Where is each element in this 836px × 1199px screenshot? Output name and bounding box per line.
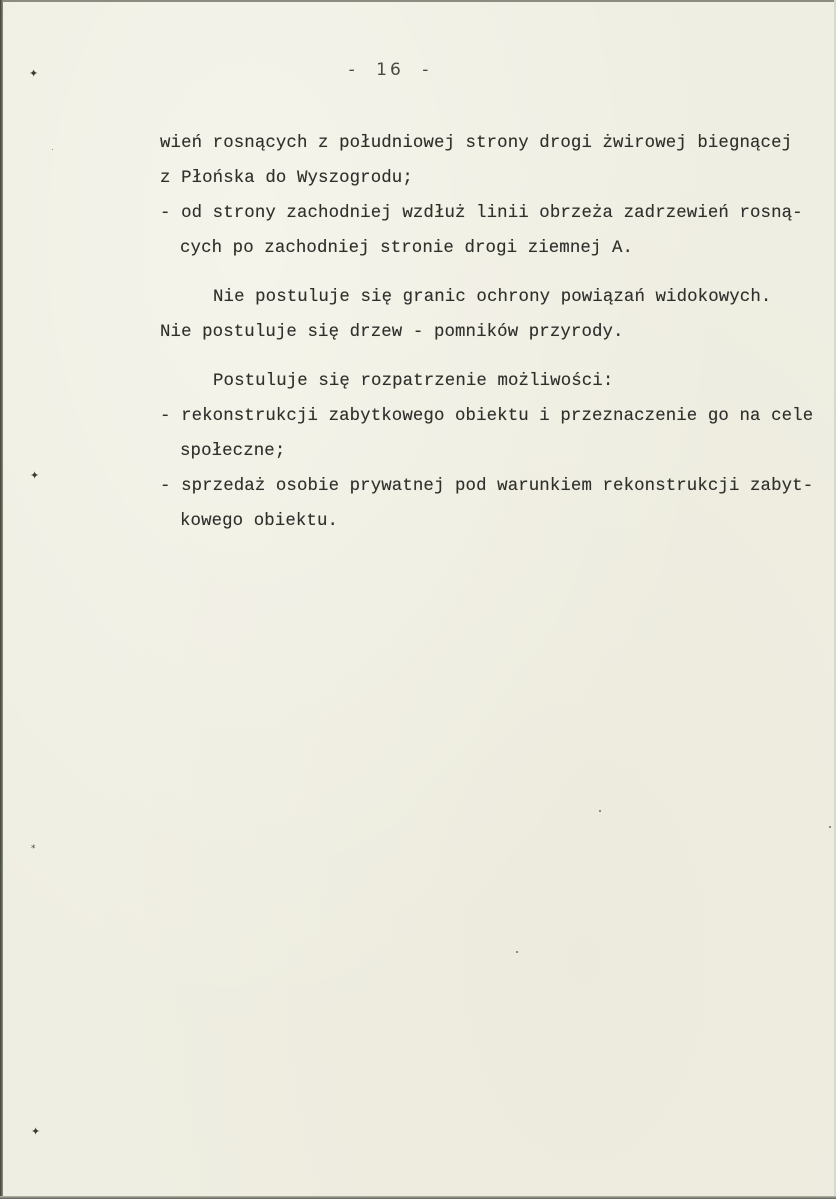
paper-speck <box>829 826 831 828</box>
text-line: - rekonstrukcji zabytkowego obiektu i przeznaczenie go na cele <box>160 407 814 426</box>
text-line: kowego obiektu. <box>180 512 339 531</box>
page-number: - 16 - <box>348 60 432 80</box>
text-line: Nie postuluje się granic ochrony powiązań widokowych. <box>213 288 772 307</box>
binding-hole-mark-icon: ✦ <box>30 469 40 482</box>
paper-speck <box>52 149 53 150</box>
text-line: - sprzedaż osobie prywatnej pod warunkiem rekonstrukcji zabyt- <box>160 477 814 496</box>
text-line: wień rosnących z południowej strony drogi żwirowej biegnącej <box>160 134 793 153</box>
paper-speck <box>599 810 601 812</box>
text-line: społeczne; <box>180 442 286 461</box>
binding-hole-mark-icon: ✦ <box>31 1125 41 1138</box>
binding-hole-mark-icon: ✦ <box>29 67 39 80</box>
page-edge-left <box>0 0 3 1199</box>
paper-speck <box>516 951 518 953</box>
text-line: Postuluje się rozpatrzenie możliwości: <box>213 372 614 391</box>
text-line: z Płońska do Wyszogrodu; <box>160 169 413 188</box>
text-line: cych po zachodniej stronie drogi ziemnej A. <box>180 239 634 258</box>
text-line: Nie postuluje się drzew - pomników przyrody. <box>160 323 624 342</box>
binding-hole-mark-icon: ⁎ <box>31 841 36 851</box>
page-edge-top <box>0 0 836 2</box>
text-line: - od strony zachodniej wzdłuż linii obrzeża zadrzewień rosną- <box>160 204 803 223</box>
